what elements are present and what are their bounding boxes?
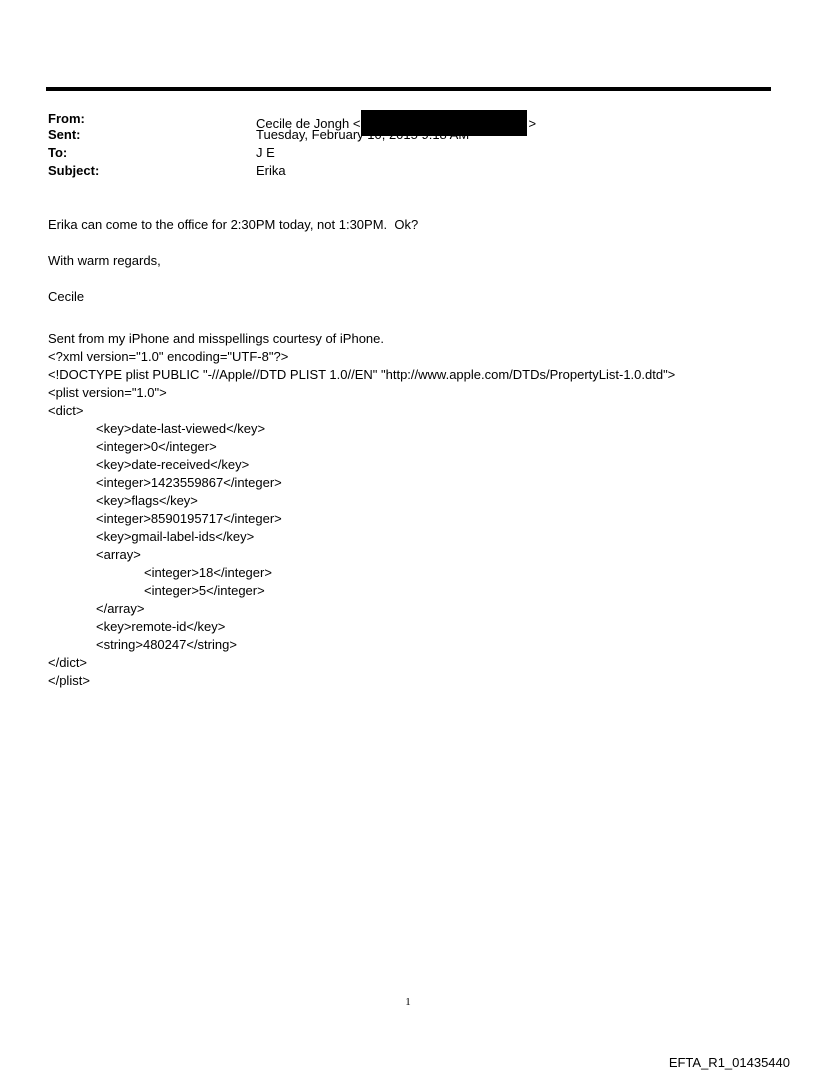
from-name: Cecile de Jongh < bbox=[256, 116, 361, 131]
message-line-2: With warm regards, bbox=[48, 253, 161, 268]
to-label: To: bbox=[48, 145, 68, 160]
code-line: <array> bbox=[96, 547, 141, 562]
code-line: <key>remote-id</key> bbox=[96, 619, 226, 634]
code-line: <integer>8590195717</integer> bbox=[96, 511, 282, 526]
code-line: <!DOCTYPE plist PUBLIC "-//Apple//DTD PLIST 1.0//EN" "http://www.apple.com/DTDs/PropertyList-1.0.dtd"> bbox=[48, 367, 676, 382]
code-line: <integer>1423559867</integer> bbox=[96, 475, 282, 490]
header-divider bbox=[46, 87, 771, 91]
code-line: <integer>18</integer> bbox=[144, 565, 272, 580]
code-line: <integer>5</integer> bbox=[144, 583, 265, 598]
sent-label: Sent: bbox=[48, 127, 81, 142]
sent-value: Tuesday, February 10, 2015 9:18 AM bbox=[256, 127, 470, 142]
code-line: </array> bbox=[96, 601, 145, 616]
code-line: </dict> bbox=[48, 655, 88, 670]
message-signature: Cecile bbox=[48, 289, 85, 304]
to-value: J E bbox=[256, 145, 275, 160]
code-line: <string>480247</string> bbox=[96, 637, 237, 652]
code-line: <key>gmail-label-ids</key> bbox=[96, 529, 255, 544]
code-line: <integer>0</integer> bbox=[96, 439, 217, 454]
code-line: <?xml version="1.0" encoding="UTF-8"?> bbox=[48, 349, 289, 364]
code-line: Sent from my iPhone and misspellings courtesy of iPhone. bbox=[48, 331, 385, 346]
code-line: <key>date-received</key> bbox=[96, 457, 250, 472]
subject-value: Erika bbox=[256, 163, 286, 178]
plist-block bbox=[48, 330, 675, 690]
code-line: <plist version="1.0"> bbox=[48, 385, 167, 400]
message-line-1: Erika can come to the office for 2:30PM today, not 1:30PM. Ok? bbox=[48, 217, 419, 232]
from-end: > bbox=[528, 116, 537, 131]
subject-label: Subject: bbox=[48, 163, 100, 178]
from-label: From: bbox=[48, 111, 85, 126]
code-line: </plist> bbox=[48, 673, 90, 688]
document-id: EFTA_R1_01435440 bbox=[668, 1055, 790, 1070]
code-line: <dict> bbox=[48, 403, 84, 418]
page-number: 1 bbox=[405, 996, 411, 1008]
code-line: <key>flags</key> bbox=[96, 493, 198, 508]
code-line: <key>date-last-viewed</key> bbox=[96, 421, 266, 436]
